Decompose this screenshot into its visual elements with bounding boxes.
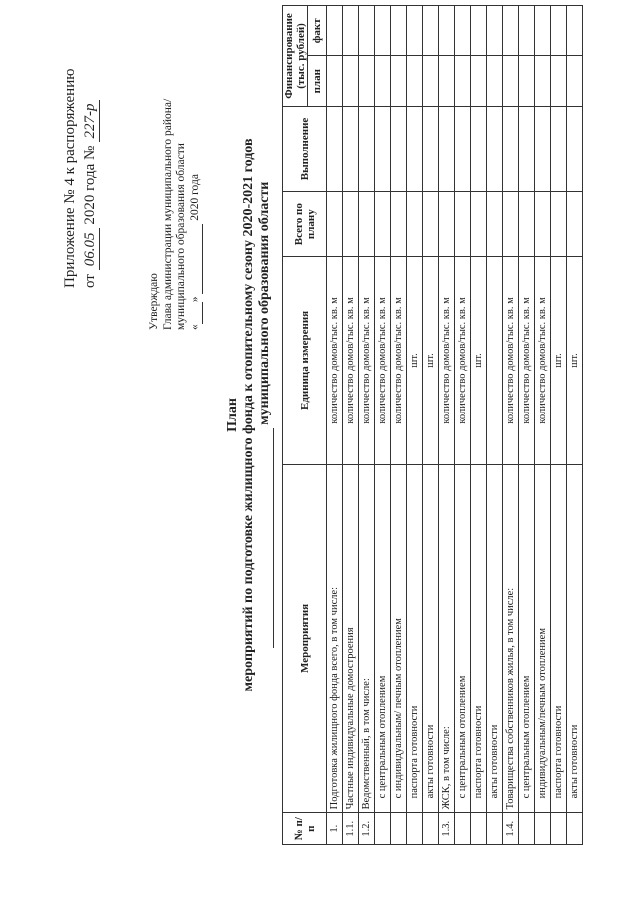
cell-total	[519, 191, 535, 256]
cell-activity: с центральным отоплением	[455, 464, 471, 813]
approval-month-blank	[189, 224, 204, 294]
cell-activity: ЖСК, в том числе:	[439, 464, 455, 813]
annex-handwritten-number: 227-р	[82, 100, 100, 142]
cell-plan	[535, 56, 551, 106]
cell-unit: количество домов/тыс. кв. м	[359, 257, 375, 464]
cell-execution	[423, 106, 439, 191]
cell-unit: шт.	[567, 257, 583, 464]
cell-unit: количество домов/тыс. кв. м	[535, 257, 551, 464]
approval-year: 2020 года	[188, 174, 201, 221]
annex-prefix: от	[82, 274, 98, 288]
header-plan: план	[308, 56, 327, 106]
table-row	[455, 6, 471, 845]
cell-unit: количество домов/тыс. кв. м	[391, 257, 407, 464]
cell-execution	[375, 106, 391, 191]
cell-total	[423, 191, 439, 256]
table-row	[423, 6, 439, 845]
cell-total	[551, 191, 567, 256]
cell-total	[359, 191, 375, 256]
cell-plan	[455, 56, 471, 106]
cell-unit: шт.	[471, 257, 487, 464]
cell-unit: шт.	[551, 257, 567, 464]
header-fact: факт	[308, 6, 327, 57]
table-row	[375, 6, 391, 845]
header-num: № п/п	[283, 813, 327, 845]
cell-unit: количество домов/тыс. кв. м	[343, 257, 359, 464]
cell-activity: Ведомственный, в том числе:	[359, 464, 375, 813]
cell-plan	[471, 56, 487, 106]
cell-unit: количество домов/тыс. кв. м	[503, 257, 519, 464]
table-row	[551, 6, 567, 845]
cell-total	[375, 191, 391, 256]
table-row	[535, 6, 551, 845]
cell-fact	[455, 6, 471, 57]
cell-unit: количество домов/тыс. кв. м	[439, 257, 455, 464]
cell-plan	[503, 56, 519, 106]
cell-plan	[327, 56, 343, 106]
cell-activity: с центральным отоплением	[375, 464, 391, 813]
table-row	[327, 6, 343, 845]
cell-activity: акты готовности	[567, 464, 583, 813]
title-line-3-text: муниципального образования области	[257, 181, 272, 425]
annex-line: Приложение № 4 к распоряжению	[62, 68, 78, 288]
cell-activity: Товарищества собственников жилья, в том числе:	[503, 464, 519, 813]
cell-total	[535, 191, 551, 256]
cell-num: 1.3.	[439, 813, 455, 845]
title-line-2: мероприятий по подготовке жилищного фонда к отопительному сезону 2020-2021 годов	[241, 138, 256, 692]
cell-unit: количество домов/тыс. кв. м	[327, 257, 343, 464]
approval-block	[148, 99, 203, 330]
cell-total	[487, 191, 503, 256]
annex-number-label: №	[82, 145, 98, 160]
cell-num: 1.4.	[503, 813, 519, 845]
cell-total	[407, 191, 423, 256]
cell-fact	[391, 6, 407, 57]
cell-total	[455, 191, 471, 256]
cell-fact	[423, 6, 439, 57]
table-row	[343, 6, 359, 845]
cell-total	[567, 191, 583, 256]
cell-num	[487, 813, 503, 845]
cell-activity: паспорта готовности	[471, 464, 487, 813]
cell-plan	[359, 56, 375, 106]
cell-execution	[567, 106, 583, 191]
table-row	[567, 6, 583, 845]
cell-plan	[343, 56, 359, 106]
cell-execution	[519, 106, 535, 191]
cell-total	[471, 191, 487, 256]
cell-unit: шт.	[407, 257, 423, 464]
cell-num: 1.	[327, 813, 343, 845]
cell-execution	[487, 106, 503, 191]
cell-plan	[567, 56, 583, 106]
cell-num	[423, 813, 439, 845]
table-row	[439, 6, 455, 845]
approval-line-2: муниципального образования области	[175, 143, 187, 330]
table-row	[519, 6, 535, 845]
cell-activity: паспорта готовности	[407, 464, 423, 813]
cell-execution	[439, 106, 455, 191]
header-activity: Мероприятия	[283, 464, 327, 813]
cell-total	[391, 191, 407, 256]
cell-fact	[551, 6, 567, 57]
cell-plan	[423, 56, 439, 106]
cell-execution	[471, 106, 487, 191]
cell-plan	[519, 56, 535, 106]
cell-num	[407, 813, 423, 845]
approval-date-close: »	[188, 296, 201, 303]
cell-num	[567, 813, 583, 845]
cell-plan	[407, 56, 423, 106]
cell-num	[519, 813, 535, 845]
cell-plan	[439, 56, 455, 106]
cell-total	[327, 191, 343, 256]
cell-fact	[359, 6, 375, 57]
title-blank	[257, 428, 274, 648]
cell-unit: количество домов/тыс. кв. м	[375, 257, 391, 464]
cell-fact	[487, 6, 503, 57]
header-execution: Выполнение	[283, 106, 327, 191]
cell-activity: паспорта готовности	[551, 464, 567, 813]
cell-activity: с центральным отоплением	[519, 464, 535, 813]
cell-fact	[439, 6, 455, 57]
table-row	[487, 6, 503, 845]
cell-fact	[535, 6, 551, 57]
cell-unit: количество домов/тыс. кв. м	[519, 257, 535, 464]
cell-execution	[407, 106, 423, 191]
table-row	[391, 6, 407, 845]
cell-plan	[551, 56, 567, 106]
cell-fact	[375, 6, 391, 57]
cell-fact	[471, 6, 487, 57]
cell-execution	[503, 106, 519, 191]
table-row	[503, 6, 519, 845]
cell-activity: Частные индивидуальные домостроения	[343, 464, 359, 813]
cell-fact	[503, 6, 519, 57]
table-header-row	[283, 6, 308, 845]
cell-unit: количество домов/тыс. кв. м	[455, 257, 471, 464]
cell-fact	[519, 6, 535, 57]
cell-activity: с индивидуальным/ печным отоплением	[391, 464, 407, 813]
cell-num: 1.1.	[343, 813, 359, 845]
annex-handwritten-date: 06.05	[82, 228, 100, 270]
cell-num	[535, 813, 551, 845]
cell-execution	[535, 106, 551, 191]
approval-line-1: Глава администрации муниципального района/	[161, 98, 174, 330]
header-financing: Финансирование (тыс. рублей)	[283, 6, 308, 107]
cell-fact	[327, 6, 343, 57]
cell-activity: акты готовности	[487, 464, 503, 813]
cell-total	[439, 191, 455, 256]
cell-fact	[343, 6, 359, 57]
header-total: Всего по плану	[283, 191, 327, 256]
annex-date-line	[82, 100, 100, 288]
table-row	[471, 6, 487, 845]
plan-table	[282, 5, 583, 845]
document-title	[225, 55, 274, 775]
cell-plan	[375, 56, 391, 106]
title-line-1: План	[225, 398, 240, 432]
cell-total	[343, 191, 359, 256]
approval-date-open: «	[188, 324, 201, 330]
cell-unit: шт.	[423, 257, 439, 464]
table-body	[327, 6, 583, 845]
cell-unit	[487, 257, 503, 464]
cell-num: 1.2.	[359, 813, 375, 845]
approval-date-line	[189, 99, 204, 330]
cell-execution	[327, 106, 343, 191]
annex-year: 2020 года	[82, 163, 98, 225]
title-line-3	[257, 55, 274, 775]
cell-num	[551, 813, 567, 845]
cell-num	[391, 813, 407, 845]
cell-activity: индивидуальным/печным отоплением	[535, 464, 551, 813]
cell-execution	[343, 106, 359, 191]
table-row	[359, 6, 375, 845]
cell-execution	[551, 106, 567, 191]
header-unit: Единица измерения	[283, 257, 327, 464]
cell-total	[503, 191, 519, 256]
cell-fact	[407, 6, 423, 57]
cell-num	[471, 813, 487, 845]
cell-execution	[391, 106, 407, 191]
cell-num	[455, 813, 471, 845]
cell-execution	[455, 106, 471, 191]
approval-day-blank	[189, 302, 204, 324]
approval-heading: Утверждаю	[148, 273, 160, 330]
table-row	[407, 6, 423, 845]
cell-plan	[487, 56, 503, 106]
cell-plan	[391, 56, 407, 106]
cell-execution	[359, 106, 375, 191]
cell-activity: акты готовности	[423, 464, 439, 813]
cell-activity: Подготовка жилищного фонда всего, в том числе:	[327, 464, 343, 813]
cell-fact	[567, 6, 583, 57]
cell-num	[375, 813, 391, 845]
